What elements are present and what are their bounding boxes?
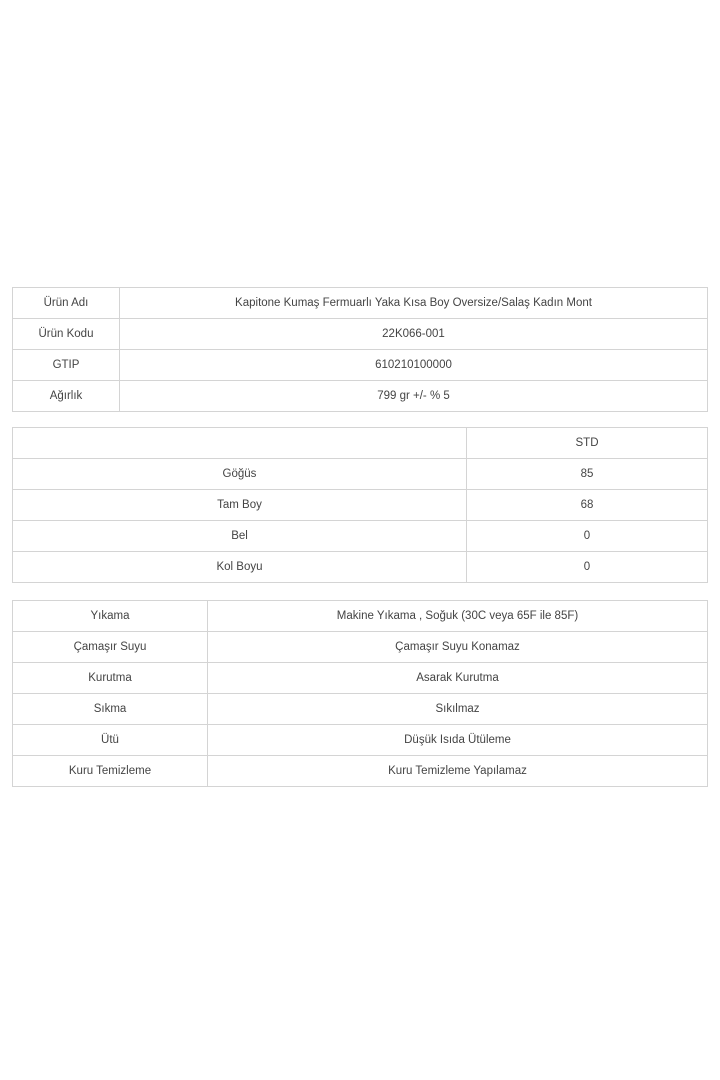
measure-sleeve-label: Kol Boyu (13, 552, 467, 583)
table-header-row (13, 428, 708, 459)
table-row (13, 756, 708, 787)
table-row (13, 521, 708, 552)
product-name-value: Kapitone Kumaş Fermuarlı Yaka Kısa Boy Oversize/Salaş Kadın Mont (120, 288, 708, 319)
measure-waist-label: Bel (13, 521, 467, 552)
dry-cleaning-label: Kuru Temizleme (13, 756, 208, 787)
product-code-value: 22K066-001 (120, 319, 708, 350)
ironing-value: Düşük Isıda Ütüleme (208, 725, 708, 756)
washing-label: Yıkama (13, 601, 208, 632)
drying-label: Kurutma (13, 663, 208, 694)
dry-cleaning-value: Kuru Temizleme Yapılamaz (208, 756, 708, 787)
measure-chest-value: 85 (467, 459, 708, 490)
measure-sleeve-value: 0 (467, 552, 708, 583)
measure-length-value: 68 (467, 490, 708, 521)
size-header-empty (13, 428, 467, 459)
gtip-value: 610210100000 (120, 350, 708, 381)
table-row (13, 459, 708, 490)
table-row (13, 319, 708, 350)
size-header-std: STD (467, 428, 708, 459)
product-code-label: Ürün Kodu (13, 319, 120, 350)
table-row (13, 632, 708, 663)
care-info-table (12, 600, 708, 787)
table-row (13, 725, 708, 756)
weight-value: 799 gr +/- % 5 (120, 381, 708, 412)
table-row (13, 288, 708, 319)
size-chart-table (12, 427, 708, 583)
ironing-label: Ütü (13, 725, 208, 756)
bleach-value: Çamaşır Suyu Konamaz (208, 632, 708, 663)
product-info-table (12, 287, 708, 412)
table-row (13, 350, 708, 381)
product-name-label: Ürün Adı (13, 288, 120, 319)
wringing-label: Sıkma (13, 694, 208, 725)
table-row (13, 601, 708, 632)
measure-waist-value: 0 (467, 521, 708, 552)
wringing-value: Sıkılmaz (208, 694, 708, 725)
bleach-label: Çamaşır Suyu (13, 632, 208, 663)
table-row (13, 663, 708, 694)
table-row (13, 381, 708, 412)
table-row (13, 490, 708, 521)
washing-value: Makine Yıkama , Soğuk (30C veya 65F ile 85F) (208, 601, 708, 632)
table-row (13, 694, 708, 725)
gtip-label: GTIP (13, 350, 120, 381)
measure-chest-label: Göğüs (13, 459, 467, 490)
table-row (13, 552, 708, 583)
drying-value: Asarak Kurutma (208, 663, 708, 694)
measure-length-label: Tam Boy (13, 490, 467, 521)
weight-label: Ağırlık (13, 381, 120, 412)
